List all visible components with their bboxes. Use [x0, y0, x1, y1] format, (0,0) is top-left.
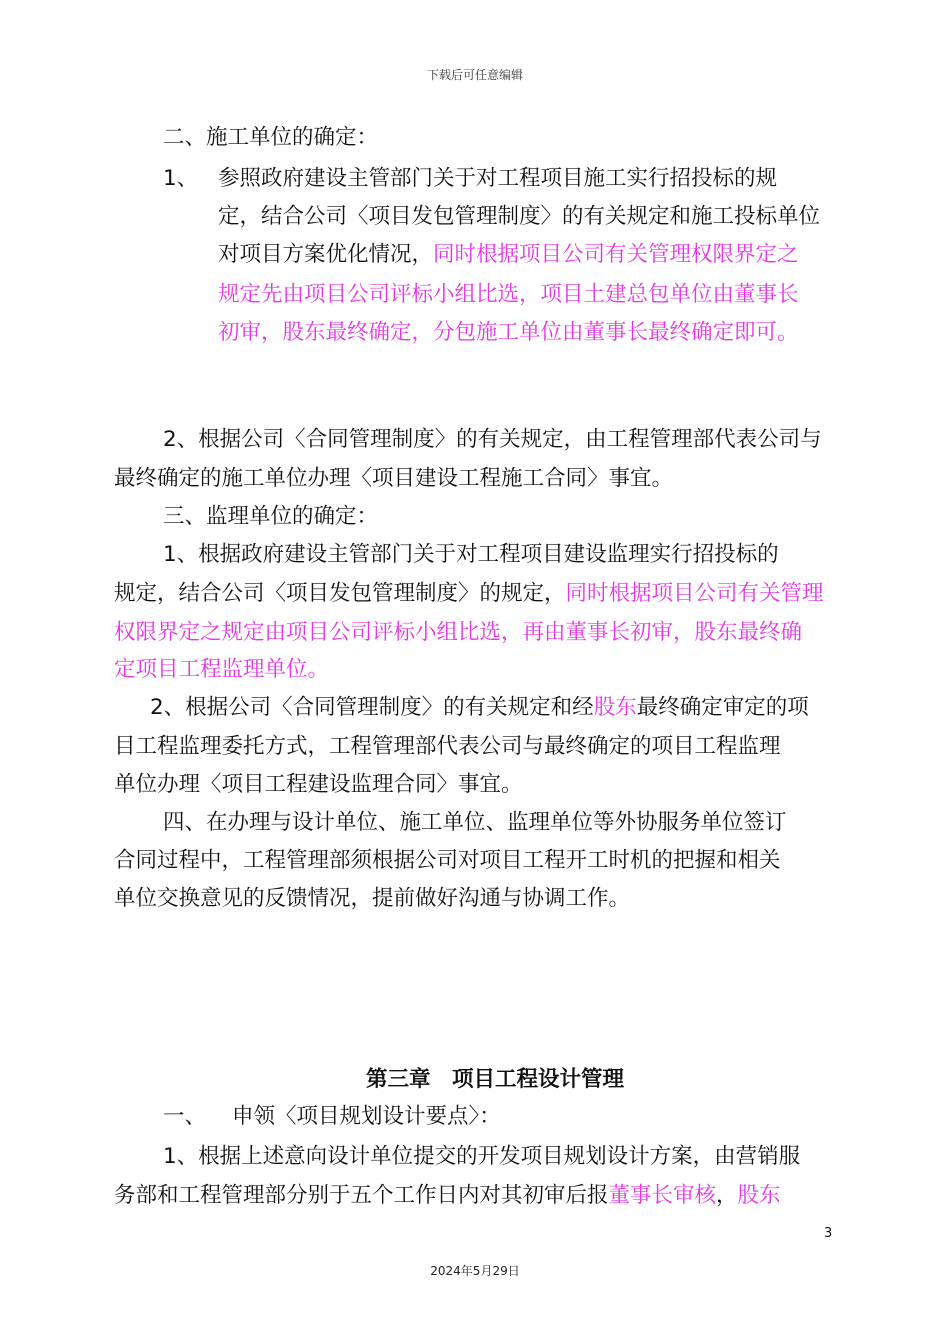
chapter-title: 第三章 项目工程设计管理: [365, 1067, 624, 1092]
text-line: [218, 164, 777, 194]
text-line: [114, 579, 824, 609]
text-segment: 2、根据公司〈合同管理制度〉的有关规定和经: [150, 695, 594, 720]
highlighted-text: 规定先由项目公司评标小组比选，项目土建总包单位由董事长: [218, 282, 799, 307]
text-line: [218, 240, 799, 270]
text-segment: 对项目方案优化情况，: [218, 242, 434, 267]
text-segment: 参照政府建设主管部门关于对工程项目施工实行招投标的规: [218, 166, 778, 191]
text-segment: 1、根据政府建设主管部门关于对工程项目建设监理实行招投标的: [163, 542, 779, 567]
text-segment: 最终确定审定的项: [636, 695, 809, 720]
text-line: [163, 123, 378, 153]
text-line: [163, 540, 779, 570]
text-segment: 2、根据公司〈合同管理制度〉的有关规定，由工程管理部代表公司与: [163, 427, 822, 452]
text-line: [114, 770, 523, 800]
text-segment: 四、在办理与设计单位、施工单位、监理单位等外协服务单位签订: [163, 810, 787, 835]
page-header: 下载后可任意编辑: [426, 68, 523, 82]
highlighted-text: 同时根据项目公司有关管理: [565, 581, 824, 606]
highlighted-text: 定项目工程监理单位。: [114, 657, 330, 682]
page-number: 3: [824, 1226, 833, 1241]
text-line: [114, 884, 630, 914]
text-line: [163, 164, 198, 194]
text-segment: 1、: [163, 166, 199, 191]
text-line: [150, 693, 809, 723]
text-line: [114, 732, 781, 762]
text-line: [218, 318, 799, 348]
text-line: [114, 464, 673, 494]
text-line: [163, 808, 787, 838]
text-segment: 规定，结合公司〈项目发包管理制度〉的规定，: [114, 581, 566, 606]
text-segment: 二、施工单位的确定：: [163, 125, 379, 150]
text-segment: 定，结合公司〈项目发包管理制度〉的有关规定和施工投标单位: [218, 204, 821, 229]
text-segment: 一、: [163, 1104, 207, 1129]
text-segment: 合同过程中，工程管理部须根据公司对项目工程开工时机的把握和相关: [114, 848, 781, 873]
highlighted-text: 初审，股东最终确定，分包施工单位由董事长最终确定即可。: [218, 320, 799, 345]
highlighted-text: 权限界定之规定由项目公司评标小组比选，再由董事长初审，股东最终确: [114, 620, 803, 645]
text-line: [218, 202, 820, 232]
text-segment: 单位交换意见的反馈情况，提前做好沟通与协调工作。: [114, 886, 631, 911]
text-line: [114, 846, 781, 876]
text-line: [163, 502, 378, 532]
highlighted-text: 同时根据项目公司有关管理权限界定之: [433, 242, 799, 267]
text-segment: 最终确定的施工单位办理〈项目建设工程施工合同〉事宜。: [114, 466, 674, 491]
text-line: [114, 1181, 781, 1211]
text-line: [114, 618, 802, 648]
text-line: [114, 655, 329, 685]
text-segment: 申领〈项目规划设计要点〉：: [232, 1104, 501, 1129]
text-segment: ，: [716, 1183, 738, 1208]
highlighted-text: 董事长审核: [608, 1183, 717, 1208]
text-line: [163, 1142, 800, 1172]
text-segment: 单位办理〈项目工程建设监理合同〉事宜。: [114, 772, 523, 797]
text-segment: 三、监理单位的确定：: [163, 504, 379, 529]
highlighted-text: 股东: [737, 1183, 781, 1208]
page-footer-date: 2024年5月29日: [430, 1264, 520, 1278]
text-line: [232, 1102, 501, 1132]
text-line: [218, 280, 799, 310]
highlighted-text: 股东: [593, 695, 637, 720]
text-segment: 目工程监理委托方式，工程管理部代表公司与最终确定的项目工程监理: [114, 734, 781, 759]
text-segment: 务部和工程管理部分别于五个工作日内对其初审后报: [114, 1183, 609, 1208]
text-segment: 1、根据上述意向设计单位提交的开发项目规划设计方案，由营销服: [163, 1144, 801, 1169]
text-line: [163, 1102, 206, 1132]
text-line: [163, 425, 822, 455]
